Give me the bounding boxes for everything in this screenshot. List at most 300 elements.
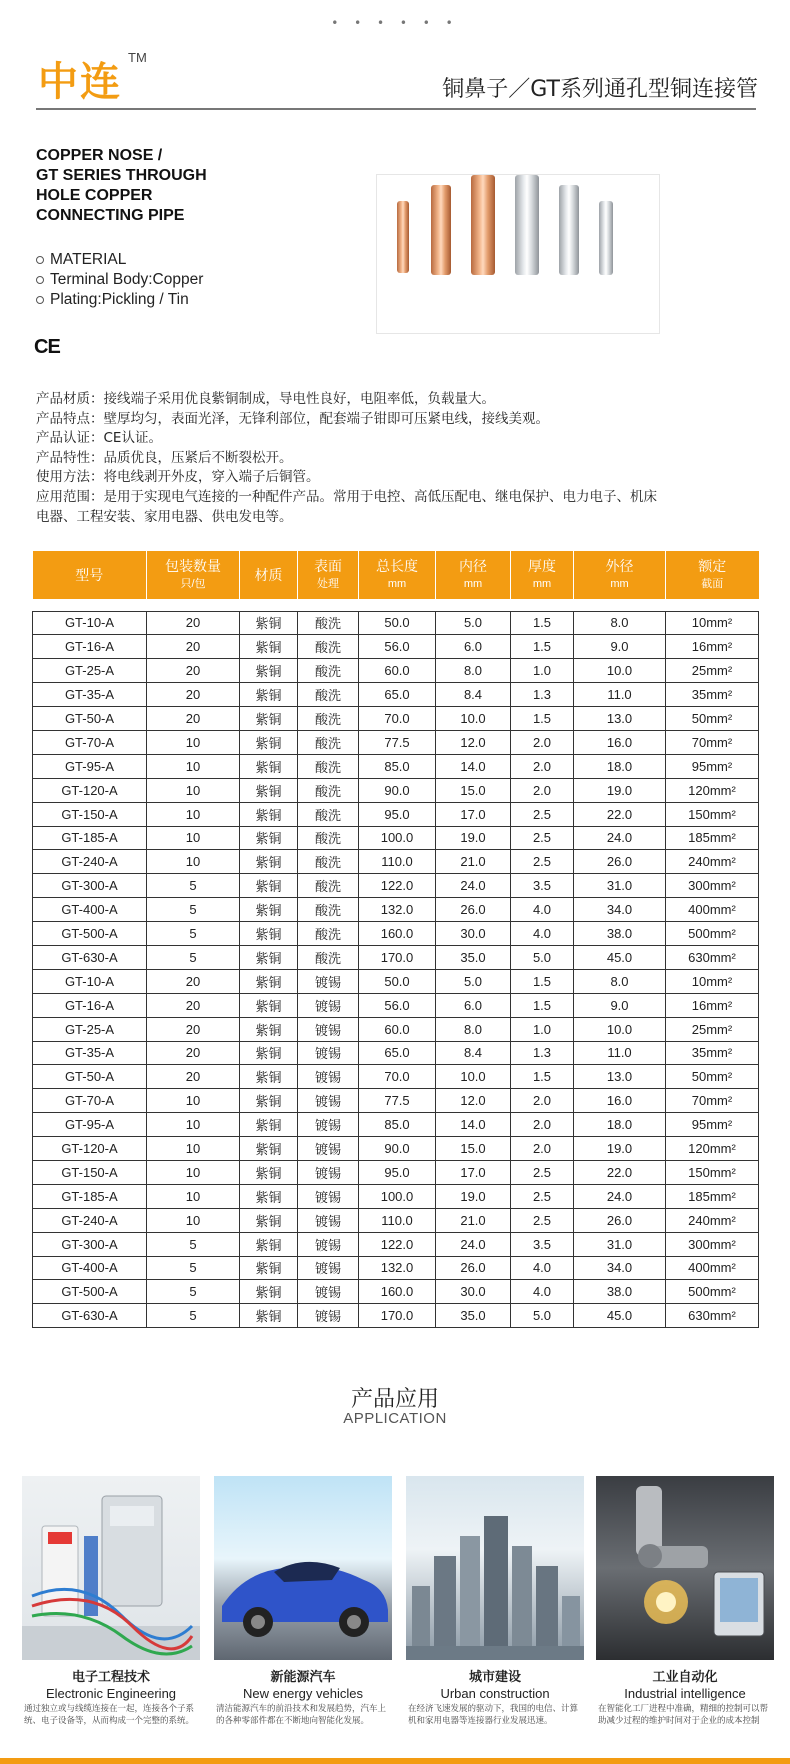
car-photo — [214, 1476, 392, 1660]
table-cell: 2.5 — [511, 850, 574, 874]
table-cell: 20 — [147, 993, 240, 1017]
table-cell: 6.0 — [436, 993, 511, 1017]
table-row — [33, 1160, 759, 1184]
table-cell: 15.0 — [436, 778, 511, 802]
table-cell: GT-120-A — [33, 778, 147, 802]
table-cell: 紫铜 — [240, 1304, 298, 1328]
table-cell: GT-25-A — [33, 659, 147, 683]
table-cell: 10 — [147, 802, 240, 826]
table-cell: 13.0 — [574, 1065, 666, 1089]
table-cell: 2.0 — [511, 778, 574, 802]
table-cell: 35.0 — [436, 945, 511, 969]
table-cell: 2.0 — [511, 1089, 574, 1113]
table-cell: 酸洗 — [298, 802, 359, 826]
table-cell: 8.4 — [436, 683, 511, 707]
material-item-label: Terminal Body:Copper — [50, 271, 204, 288]
table-cell: GT-50-A — [33, 1065, 147, 1089]
table-row — [33, 898, 759, 922]
table-cell: 19.0 — [574, 1137, 666, 1161]
table-row — [33, 1232, 759, 1256]
table-cell: 10.0 — [574, 1017, 666, 1041]
table-cell: GT-500-A — [33, 922, 147, 946]
table-cell: 14.0 — [436, 1113, 511, 1137]
table-cell: 95mm² — [666, 1113, 759, 1137]
table-cell: 3.5 — [511, 1232, 574, 1256]
table-cell: 240mm² — [666, 850, 759, 874]
table-cell: 3.5 — [511, 874, 574, 898]
table-row — [33, 969, 759, 993]
table-cell: 9.0 — [574, 993, 666, 1017]
table-row — [33, 1280, 759, 1304]
table-cell: 16mm² — [666, 635, 759, 659]
table-cell: 50.0 — [359, 611, 436, 635]
bullet-icon — [36, 296, 44, 304]
table-cell: 5 — [147, 874, 240, 898]
table-cell: 10 — [147, 826, 240, 850]
table-cell: GT-70-A — [33, 1089, 147, 1113]
table-cell: GT-10-A — [33, 969, 147, 993]
table-cell: 镀锡 — [298, 1256, 359, 1280]
electronic-engineering-photo — [22, 1476, 200, 1660]
table-cell: 10 — [147, 1137, 240, 1161]
table-cell: 185mm² — [666, 826, 759, 850]
table-cell: 1.5 — [511, 611, 574, 635]
robot-arm-photo — [596, 1476, 774, 1660]
table-cell: 31.0 — [574, 1232, 666, 1256]
table-cell: 12.0 — [436, 730, 511, 754]
table-cell: 34.0 — [574, 1256, 666, 1280]
description-line: 产品材质：接线端子采用优良紫铜制成，导电性良好，电阻率低，负载量大。 — [36, 391, 495, 407]
table-cell: 22.0 — [574, 802, 666, 826]
table-cell: 镀锡 — [298, 1184, 359, 1208]
table-cell: 18.0 — [574, 1113, 666, 1137]
table-cell: 4.0 — [511, 898, 574, 922]
table-cell: 紫铜 — [240, 1137, 298, 1161]
table-cell: 170.0 — [359, 945, 436, 969]
table-cell: 紫铜 — [240, 659, 298, 683]
table-cell: 19.0 — [436, 826, 511, 850]
table-cell: 26.0 — [574, 1208, 666, 1232]
material-item-label: MATERIAL — [50, 251, 127, 268]
table-cell: 20 — [147, 1017, 240, 1041]
table-cell: 100.0 — [359, 826, 436, 850]
table-cell: 95.0 — [359, 802, 436, 826]
table-cell: 77.5 — [359, 1089, 436, 1113]
table-row — [33, 730, 759, 754]
table-cell: 镀锡 — [298, 1041, 359, 1065]
table-cell: 19.0 — [574, 778, 666, 802]
table-cell: GT-400-A — [33, 898, 147, 922]
table-cell: 镀锡 — [298, 969, 359, 993]
table-row — [33, 802, 759, 826]
table-cell: 17.0 — [436, 1160, 511, 1184]
table-cell: 70.0 — [359, 707, 436, 731]
table-cell: 紫铜 — [240, 1089, 298, 1113]
table-cell: 5 — [147, 1280, 240, 1304]
material-list — [36, 250, 203, 310]
header-surface: 表面 处理 — [298, 551, 359, 599]
en-title-line: COPPER NOSE / — [36, 147, 163, 164]
table-cell: 紫铜 — [240, 754, 298, 778]
table-cell: 500mm² — [666, 922, 759, 946]
description-line: 应用范围：是用于实现电气连接的一种配件产品。常用于电控、高低压配电、继电保护、电力电子、机床 — [36, 488, 657, 505]
table-cell: 紫铜 — [240, 707, 298, 731]
table-cell: GT-95-A — [33, 1113, 147, 1137]
table-cell: GT-630-A — [33, 1304, 147, 1328]
material-item — [36, 270, 203, 290]
table-cell: 70.0 — [359, 1065, 436, 1089]
table-cell: 酸洗 — [298, 898, 359, 922]
table-cell: 120mm² — [666, 1137, 759, 1161]
table-cell: 镀锡 — [298, 1208, 359, 1232]
table-cell: 酸洗 — [298, 826, 359, 850]
table-cell: 16mm² — [666, 993, 759, 1017]
table-cell: 10.0 — [436, 707, 511, 731]
trademark-symbol: TM — [128, 50, 147, 65]
table-cell: 紫铜 — [240, 1256, 298, 1280]
table-cell: 630mm² — [666, 1304, 759, 1328]
table-cell: 紫铜 — [240, 1280, 298, 1304]
table-cell: 6.0 — [436, 635, 511, 659]
table-cell: 21.0 — [436, 1208, 511, 1232]
application-card-title: 电子工程技术 — [71, 1670, 150, 1685]
table-cell: 10.0 — [574, 659, 666, 683]
table-cell: 11.0 — [574, 1041, 666, 1065]
table-cell: 14.0 — [436, 754, 511, 778]
table-cell: 50.0 — [359, 969, 436, 993]
table-cell: 85.0 — [359, 1113, 436, 1137]
english-product-title — [36, 146, 207, 226]
table-cell: 65.0 — [359, 1041, 436, 1065]
table-cell: 65.0 — [359, 683, 436, 707]
table-cell: 镀锡 — [298, 993, 359, 1017]
table-cell: GT-50-A — [33, 707, 147, 731]
table-cell: 10 — [147, 754, 240, 778]
table-row — [33, 778, 759, 802]
table-cell: 2.5 — [511, 802, 574, 826]
table-cell: 4.0 — [511, 1256, 574, 1280]
table-cell: 4.0 — [511, 922, 574, 946]
table-cell: 185mm² — [666, 1184, 759, 1208]
table-cell: 20 — [147, 635, 240, 659]
table-cell: 紫铜 — [240, 1065, 298, 1089]
table-cell: 400mm² — [666, 1256, 759, 1280]
table-cell: 2.0 — [511, 730, 574, 754]
table-cell: 25mm² — [666, 1017, 759, 1041]
table-cell: 38.0 — [574, 922, 666, 946]
table-cell: 紫铜 — [240, 778, 298, 802]
city-skyline-photo — [406, 1476, 584, 1660]
description-line: 电器、工程安装、家用电器、供电发电等。 — [36, 508, 293, 525]
table-cell: 630mm² — [666, 945, 759, 969]
copper-tube-small — [397, 201, 409, 273]
table-cell: 132.0 — [359, 1256, 436, 1280]
table-cell: 酸洗 — [298, 754, 359, 778]
table-cell: GT-185-A — [33, 826, 147, 850]
table-cell: 110.0 — [359, 850, 436, 874]
table-cell: 5 — [147, 945, 240, 969]
table-row — [33, 1184, 759, 1208]
table-cell: 5.0 — [511, 1304, 574, 1328]
table-cell: GT-630-A — [33, 945, 147, 969]
table-cell: 35mm² — [666, 683, 759, 707]
table-cell: 20 — [147, 659, 240, 683]
application-card-subtitle: New energy vehicles — [243, 1686, 363, 1701]
table-cell: 70mm² — [666, 730, 759, 754]
application-title: 产品应用 — [350, 1387, 439, 1412]
table-cell: 镀锡 — [298, 1160, 359, 1184]
table-cell: 122.0 — [359, 874, 436, 898]
application-subtitle: APPLICATION — [343, 1410, 447, 1427]
header-pack-qty: 包装数量 只/包 — [147, 551, 240, 599]
table-cell: 90.0 — [359, 778, 436, 802]
table-cell: 13.0 — [574, 707, 666, 731]
table-cell: 酸洗 — [298, 611, 359, 635]
table-cell: 8.0 — [574, 969, 666, 993]
table-cell: 10mm² — [666, 969, 759, 993]
table-cell: 1.5 — [511, 635, 574, 659]
table-cell: 2.5 — [511, 826, 574, 850]
top-dots: • • • • • • — [331, 16, 459, 30]
table-cell: 紫铜 — [240, 945, 298, 969]
application-card-vehicle — [214, 1476, 392, 1727]
table-cell: 镀锡 — [298, 1089, 359, 1113]
table-row — [33, 659, 759, 683]
table-row — [33, 922, 759, 946]
table-cell: GT-16-A — [33, 993, 147, 1017]
table-cell: 20 — [147, 707, 240, 731]
copper-tube-large — [471, 175, 495, 275]
table-cell: GT-185-A — [33, 1184, 147, 1208]
table-row — [33, 826, 759, 850]
table-cell: GT-300-A — [33, 874, 147, 898]
table-cell: GT-25-A — [33, 1017, 147, 1041]
table-cell: 35mm² — [666, 1041, 759, 1065]
table-cell: 1.5 — [511, 993, 574, 1017]
table-cell: 紫铜 — [240, 730, 298, 754]
table-cell: 12.0 — [436, 1089, 511, 1113]
application-card-title: 城市建设 — [468, 1670, 521, 1685]
application-card-subtitle: Electronic Engineering — [45, 1686, 177, 1701]
table-cell: 95.0 — [359, 1160, 436, 1184]
table-cell: 9.0 — [574, 635, 666, 659]
table-cell: 22.0 — [574, 1160, 666, 1184]
table-cell: 镀锡 — [298, 1304, 359, 1328]
table-cell: 120mm² — [666, 778, 759, 802]
table-row — [33, 1041, 759, 1065]
table-cell: 20 — [147, 611, 240, 635]
table-cell: GT-16-A — [33, 635, 147, 659]
table-cell: 1.5 — [511, 1065, 574, 1089]
table-row — [33, 945, 759, 969]
table-cell: 镀锡 — [298, 1065, 359, 1089]
table-cell: 1.3 — [511, 1041, 574, 1065]
table-cell: 10 — [147, 850, 240, 874]
description-line: 产品认证：CE认证。 — [36, 430, 162, 447]
table-cell: 10 — [147, 1208, 240, 1232]
table-cell: 镀锡 — [298, 1017, 359, 1041]
table-row — [33, 611, 759, 635]
table-cell: 31.0 — [574, 874, 666, 898]
table-cell: 45.0 — [574, 945, 666, 969]
table-cell: 18.0 — [574, 754, 666, 778]
header-inner-diameter: 内径 mm — [436, 551, 511, 599]
table-cell: 2.0 — [511, 1113, 574, 1137]
table-cell: 17.0 — [436, 802, 511, 826]
material-item-label: Plating:Pickling / Tin — [50, 291, 189, 308]
en-title-line: GT SERIES THROUGH — [36, 167, 207, 184]
table-cell: GT-240-A — [33, 1208, 147, 1232]
table-cell: 122.0 — [359, 1232, 436, 1256]
product-photo — [376, 174, 660, 334]
table-row — [33, 1113, 759, 1137]
ce-mark-icon: CE — [34, 336, 60, 358]
table-cell: 150mm² — [666, 1160, 759, 1184]
description-line: 产品特点：壁厚均匀，表面光泽，无锋利部位，配套端子钳即可压紧电线，接线美观。 — [36, 410, 549, 427]
table-cell: 24.0 — [436, 874, 511, 898]
table-cell: 70mm² — [666, 1089, 759, 1113]
table-cell: 酸洗 — [298, 850, 359, 874]
table-cell: 紫铜 — [240, 1232, 298, 1256]
table-cell: 紫铜 — [240, 969, 298, 993]
bullet-icon — [36, 256, 44, 264]
table-cell: 酸洗 — [298, 683, 359, 707]
table-cell: 26.0 — [574, 850, 666, 874]
table-cell: 160.0 — [359, 922, 436, 946]
header-outer-diameter: 外径 mm — [574, 551, 666, 599]
table-cell: 95mm² — [666, 754, 759, 778]
table-row — [33, 874, 759, 898]
header-thickness: 厚度 mm — [511, 551, 574, 599]
table-cell: 20 — [147, 683, 240, 707]
application-card-title: 工业自动化 — [652, 1670, 718, 1685]
application-card-subtitle: Industrial intelligence — [624, 1686, 746, 1701]
table-cell: GT-35-A — [33, 1041, 147, 1065]
table-cell: 8.0 — [574, 611, 666, 635]
table-cell: 60.0 — [359, 659, 436, 683]
table-cell: GT-240-A — [33, 850, 147, 874]
application-card-title: 新能源汽车 — [270, 1670, 336, 1685]
table-cell: 10 — [147, 1160, 240, 1184]
table-cell: 1.0 — [511, 659, 574, 683]
table-cell: 酸洗 — [298, 659, 359, 683]
table-cell: 2.0 — [511, 1137, 574, 1161]
table-cell: 19.0 — [436, 1184, 511, 1208]
table-cell: 5.0 — [436, 969, 511, 993]
table-cell: 110.0 — [359, 1208, 436, 1232]
tin-tube-medium — [559, 185, 579, 275]
table-cell: 20 — [147, 1041, 240, 1065]
brand-logo: 中连 — [38, 59, 122, 105]
table-cell: 5 — [147, 1232, 240, 1256]
table-cell: 1.0 — [511, 1017, 574, 1041]
table-cell: 8.4 — [436, 1041, 511, 1065]
table-cell: 300mm² — [666, 1232, 759, 1256]
header-divider — [36, 108, 756, 110]
table-cell: GT-95-A — [33, 754, 147, 778]
header-material: 材质 — [240, 551, 298, 599]
table-cell: 紫铜 — [240, 1208, 298, 1232]
table-cell: GT-35-A — [33, 683, 147, 707]
spec-table — [32, 551, 759, 1328]
table-row — [33, 707, 759, 731]
table-cell: 35.0 — [436, 1304, 511, 1328]
table-cell: 紫铜 — [240, 1184, 298, 1208]
application-card-desc: 通过独立或与线缆连接在一起，连接各个子系统、电子设备等，从而构成一个完整的系统。 — [24, 1704, 195, 1726]
table-row — [33, 635, 759, 659]
table-cell: 8.0 — [436, 1017, 511, 1041]
table-cell: 紫铜 — [240, 874, 298, 898]
table-cell: 1.5 — [511, 969, 574, 993]
table-cell: 紫铜 — [240, 1017, 298, 1041]
description-line: 使用方法：将电线剥开外皮，穿入端子后铜管。 — [36, 469, 320, 486]
table-cell: 紫铜 — [240, 683, 298, 707]
tin-tube-large — [515, 175, 539, 275]
table-row — [33, 993, 759, 1017]
table-cell: 镀锡 — [298, 1280, 359, 1304]
table-cell: 20 — [147, 1065, 240, 1089]
table-row — [33, 850, 759, 874]
table-cell: 5.0 — [511, 945, 574, 969]
table-cell: 160.0 — [359, 1280, 436, 1304]
table-cell: 25mm² — [666, 659, 759, 683]
application-card-industrial — [596, 1476, 774, 1727]
table-cell: 镀锡 — [298, 1113, 359, 1137]
table-cell: GT-150-A — [33, 1160, 147, 1184]
table-cell: 5 — [147, 898, 240, 922]
bottom-accent-bar — [0, 1758, 790, 1764]
table-cell: 紫铜 — [240, 922, 298, 946]
table-cell: 5 — [147, 1304, 240, 1328]
application-card-electronic — [22, 1476, 200, 1727]
table-cell: 30.0 — [436, 922, 511, 946]
table-cell: 紫铜 — [240, 898, 298, 922]
table-cell: GT-10-A — [33, 611, 147, 635]
table-cell: 85.0 — [359, 754, 436, 778]
copper-tube-medium — [431, 185, 451, 275]
table-cell: 紫铜 — [240, 826, 298, 850]
table-header-row — [33, 551, 759, 599]
table-cell: 50mm² — [666, 707, 759, 731]
table-cell: 56.0 — [359, 993, 436, 1017]
table-cell: 2.5 — [511, 1184, 574, 1208]
table-cell: 90.0 — [359, 1137, 436, 1161]
table-cell: 300mm² — [666, 874, 759, 898]
product-description — [36, 390, 756, 527]
table-cell: 紫铜 — [240, 1041, 298, 1065]
table-cell: 45.0 — [574, 1304, 666, 1328]
en-title-line: CONNECTING PIPE — [36, 207, 185, 224]
table-cell: 紫铜 — [240, 1160, 298, 1184]
table-row — [33, 1137, 759, 1161]
header-rated-section: 额定 截面 — [666, 551, 759, 599]
table-cell: 24.0 — [574, 1184, 666, 1208]
table-cell: 11.0 — [574, 683, 666, 707]
table-cell: 38.0 — [574, 1280, 666, 1304]
table-cell: 紫铜 — [240, 1113, 298, 1137]
table-cell: 24.0 — [436, 1232, 511, 1256]
table-cell: 10mm² — [666, 611, 759, 635]
table-cell: GT-70-A — [33, 730, 147, 754]
table-cell: 100.0 — [359, 1184, 436, 1208]
table-cell: 240mm² — [666, 1208, 759, 1232]
table-cell: GT-120-A — [33, 1137, 147, 1161]
table-row — [33, 1089, 759, 1113]
application-card-desc: 在经济飞速发展的驱动下，我国的电信、计算机和家用电器等连接器行业发展迅速。 — [408, 1704, 579, 1726]
table-cell: 10 — [147, 1184, 240, 1208]
table-row — [33, 1017, 759, 1041]
table-cell: 15.0 — [436, 1137, 511, 1161]
